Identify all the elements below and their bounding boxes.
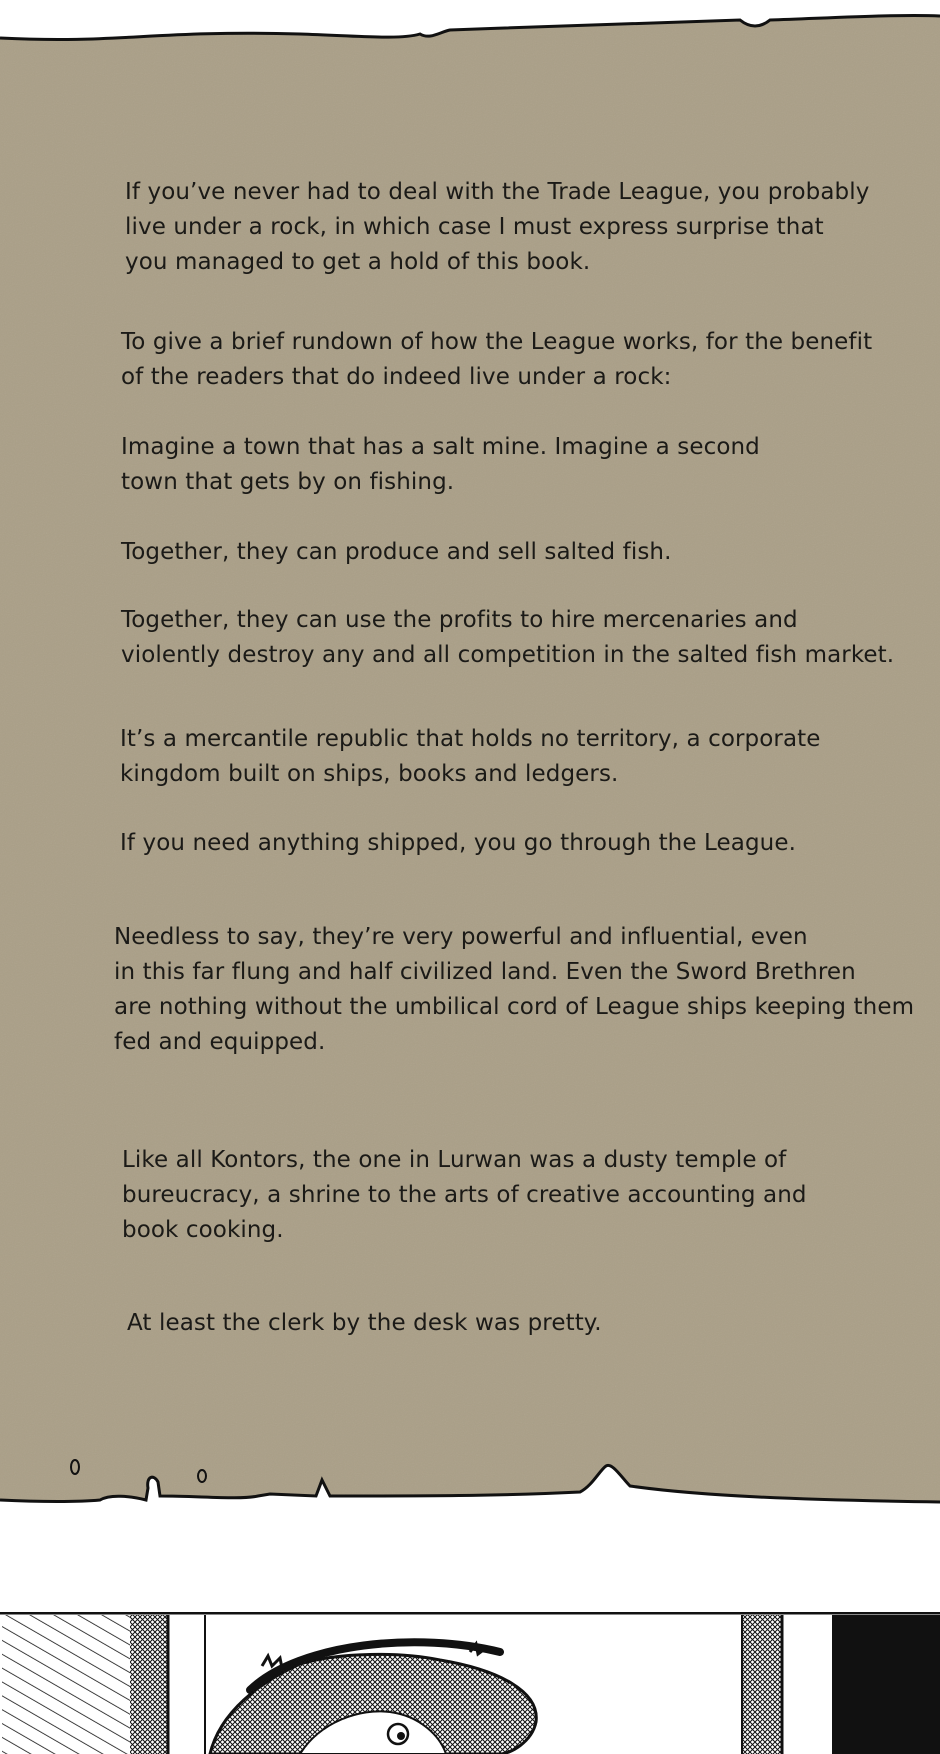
narration-line: fed and equipped. <box>114 1029 326 1055</box>
narration-line: Needless to say, they’re very powerful and influential, even <box>114 924 808 950</box>
narration-paragraph <box>125 175 869 280</box>
narration-paragraph <box>121 430 760 500</box>
narration-paragraph <box>121 535 672 570</box>
narration-line: town that gets by on fishing. <box>121 469 455 495</box>
narration-line: Like all Kontors, the one in Lurwan was a dusty temple of <box>122 1147 787 1173</box>
narration-line: live under a rock, in which case I must express surprise that <box>125 214 824 240</box>
narration-paragraph <box>122 1143 807 1248</box>
narration-line: At least the clerk by the desk was pretty. <box>127 1310 602 1336</box>
narration-line: you managed to get a hold of this book. <box>125 249 591 275</box>
narration-line: in this far flung and half civilized land. Even the Sword Brethren <box>114 959 856 985</box>
narration-paragraph <box>121 325 872 395</box>
comic-illustration <box>0 1612 940 1754</box>
comic-panel-clerk <box>0 1612 940 1754</box>
narration-line: book cooking. <box>122 1217 284 1243</box>
narration-paragraph <box>127 1306 602 1341</box>
narration-line: kingdom built on ships, books and ledgers. <box>120 761 619 787</box>
pillar-right <box>742 1615 782 1754</box>
narration-line: Together, they can use the profits to hire mercenaries and <box>121 607 798 633</box>
pillar-left <box>130 1615 168 1754</box>
narration-line: To give a brief rundown of how the League works, for the benefit <box>121 329 873 355</box>
narration-paragraph <box>120 722 821 792</box>
narration-line: bureucracy, a shrine to the arts of creative accounting and <box>122 1182 807 1208</box>
narration-line: of the readers that do indeed live under a rock: <box>121 364 672 390</box>
narration-line: It’s a mercantile republic that holds no territory, a corporate <box>120 726 821 752</box>
narration-line: If you need anything shipped, you go through the League. <box>120 830 797 856</box>
narration-line: Imagine a town that has a salt mine. Imagine a second <box>121 434 760 460</box>
narration-paragraph <box>121 603 894 673</box>
narration-line: Together, they can produce and sell salted fish. <box>121 539 672 565</box>
narration-paragraph <box>120 826 796 861</box>
narration-line: If you’ve never had to deal with the Trade League, you probably <box>125 179 870 205</box>
hatched-wall-left <box>2 1615 130 1754</box>
narration-paragraph <box>114 920 914 1060</box>
narration-line: are nothing without the umbilical cord of League ships keeping them <box>114 994 915 1020</box>
dark-doorway-right <box>832 1615 940 1754</box>
narration-line: violently destroy any and all competition in the salted fish market. <box>121 642 895 668</box>
